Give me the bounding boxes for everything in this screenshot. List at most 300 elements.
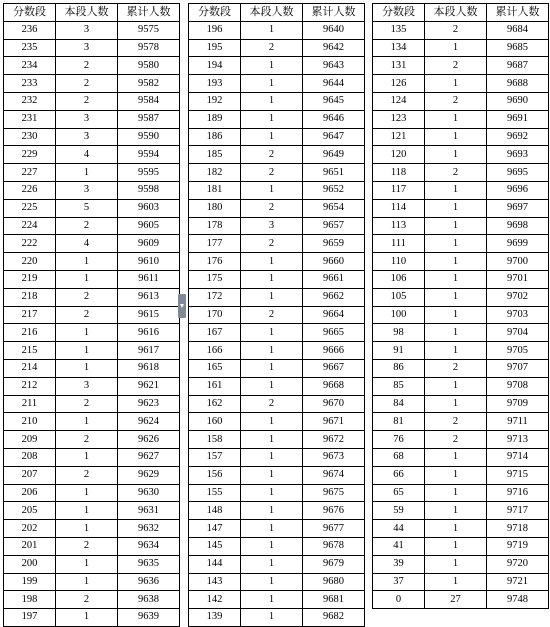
score-cell: 37: [373, 573, 425, 591]
score-cell: 189: [189, 110, 241, 128]
table-row: [4, 555, 180, 573]
count-cell: 1: [56, 359, 118, 377]
count-cell: 1: [425, 253, 487, 271]
table-row: [373, 181, 549, 199]
score-cell: 76: [373, 431, 425, 449]
count-cell: 1: [56, 484, 118, 502]
score-cell: 207: [4, 466, 56, 484]
score-cell: 202: [4, 520, 56, 538]
table-row: [4, 573, 180, 591]
count-cell: 4: [56, 235, 118, 253]
score-cell: 215: [4, 342, 56, 360]
table-row: [373, 164, 549, 182]
table-row: [4, 324, 180, 342]
table-row: [189, 288, 365, 306]
cumulative-cell: 9660: [303, 253, 365, 271]
cumulative-cell: 9678: [303, 537, 365, 555]
table-row: [189, 377, 365, 395]
count-cell: 1: [241, 253, 303, 271]
count-cell: 1: [425, 199, 487, 217]
table-row: [373, 75, 549, 93]
count-cell: 1: [241, 413, 303, 431]
table-row: [4, 431, 180, 449]
count-cell: 1: [241, 609, 303, 627]
cumulative-cell: 9748: [487, 591, 549, 609]
cumulative-cell: 9582: [118, 75, 180, 93]
cumulative-cell: 9720: [487, 555, 549, 573]
cumulative-cell: 9675: [303, 484, 365, 502]
score-cell: 105: [373, 288, 425, 306]
table-row: [4, 377, 180, 395]
cumulative-cell: 9698: [487, 217, 549, 235]
table-row: [373, 591, 549, 609]
score-table-3: [372, 3, 549, 609]
cumulative-cell: 9719: [487, 537, 549, 555]
score-cell: 185: [189, 146, 241, 164]
count-cell: 1: [425, 502, 487, 520]
score-cell: 186: [189, 128, 241, 146]
table-row: [189, 199, 365, 217]
table-row: [373, 395, 549, 413]
count-cell: 2: [56, 92, 118, 110]
score-cell: 65: [373, 484, 425, 502]
count-cell: 2: [241, 164, 303, 182]
table-row: [4, 609, 180, 627]
table-row: [189, 21, 365, 39]
table-row: [373, 466, 549, 484]
cumulative-cell: 9645: [303, 92, 365, 110]
score-cell: 111: [373, 235, 425, 253]
header-segment-count: 本段人数: [425, 4, 487, 22]
cumulative-cell: 9671: [303, 413, 365, 431]
table-row: [4, 413, 180, 431]
score-cell: 199: [4, 573, 56, 591]
count-cell: 2: [241, 306, 303, 324]
table-row: [4, 181, 180, 199]
cumulative-cell: 9632: [118, 520, 180, 538]
count-cell: 1: [425, 110, 487, 128]
cumulative-cell: 9680: [303, 573, 365, 591]
table-row: [373, 199, 549, 217]
score-cell: 172: [189, 288, 241, 306]
score-cell: 85: [373, 377, 425, 395]
score-cell: 217: [4, 306, 56, 324]
count-cell: 1: [425, 448, 487, 466]
count-cell: 1: [241, 377, 303, 395]
score-cell: 222: [4, 235, 56, 253]
table-row: [373, 537, 549, 555]
cumulative-cell: 9598: [118, 181, 180, 199]
table-row: [4, 306, 180, 324]
scroll-handle-icon[interactable]: [178, 294, 186, 318]
score-table-2: [188, 3, 365, 627]
count-cell: 1: [241, 75, 303, 93]
table-row: [189, 395, 365, 413]
cumulative-cell: 9626: [118, 431, 180, 449]
score-cell: 227: [4, 164, 56, 182]
score-cell: 224: [4, 217, 56, 235]
count-cell: 2: [56, 57, 118, 75]
count-cell: 1: [241, 520, 303, 538]
score-cell: 196: [189, 21, 241, 39]
cumulative-cell: 9590: [118, 128, 180, 146]
score-cell: 114: [373, 199, 425, 217]
count-cell: 1: [425, 395, 487, 413]
header-score-range: 分数段: [4, 4, 56, 22]
count-cell: 1: [425, 235, 487, 253]
cumulative-cell: 9657: [303, 217, 365, 235]
score-cell: 106: [373, 270, 425, 288]
table-row: [4, 39, 180, 57]
cumulative-cell: 9611: [118, 270, 180, 288]
count-cell: 3: [56, 21, 118, 39]
table-row: [373, 235, 549, 253]
score-cell: 158: [189, 431, 241, 449]
count-cell: 1: [425, 128, 487, 146]
count-cell: 1: [425, 555, 487, 573]
cumulative-cell: 9691: [487, 110, 549, 128]
table-row: [373, 288, 549, 306]
cumulative-cell: 9575: [118, 21, 180, 39]
count-cell: 1: [241, 57, 303, 75]
cumulative-cell: 9621: [118, 377, 180, 395]
count-cell: 2: [241, 395, 303, 413]
count-cell: 1: [425, 270, 487, 288]
table-row: [4, 484, 180, 502]
count-cell: 1: [241, 591, 303, 609]
table-row: [189, 413, 365, 431]
score-cell: 208: [4, 448, 56, 466]
cumulative-cell: 9651: [303, 164, 365, 182]
table-row: [189, 181, 365, 199]
cumulative-cell: 9627: [118, 448, 180, 466]
table-row: [189, 92, 365, 110]
table-row: [4, 502, 180, 520]
cumulative-cell: 9682: [303, 609, 365, 627]
score-cell: 162: [189, 395, 241, 413]
count-cell: 1: [56, 253, 118, 271]
table-row: [189, 39, 365, 57]
cumulative-cell: 9578: [118, 39, 180, 57]
cumulative-cell: 9643: [303, 57, 365, 75]
count-cell: 1: [241, 128, 303, 146]
table-body: [4, 21, 180, 626]
count-cell: 1: [56, 448, 118, 466]
cumulative-cell: 9703: [487, 306, 549, 324]
table-row: [189, 57, 365, 75]
table-row: [373, 502, 549, 520]
header-cumulative-count: 累计人数: [118, 4, 180, 22]
score-cell: 230: [4, 128, 56, 146]
cumulative-cell: 9623: [118, 395, 180, 413]
table-row: [189, 359, 365, 377]
count-cell: 2: [241, 235, 303, 253]
table-row: [4, 520, 180, 538]
score-cell: 143: [189, 573, 241, 591]
count-cell: 1: [56, 164, 118, 182]
count-cell: 1: [241, 92, 303, 110]
table-header-row: [373, 4, 549, 22]
count-cell: 1: [241, 431, 303, 449]
score-cell: 100: [373, 306, 425, 324]
cumulative-cell: 9695: [487, 164, 549, 182]
count-cell: 1: [241, 342, 303, 360]
table-row: [373, 359, 549, 377]
score-cell: 121: [373, 128, 425, 146]
table-row: [189, 466, 365, 484]
cumulative-cell: 9630: [118, 484, 180, 502]
table-row: [373, 110, 549, 128]
score-cell: 142: [189, 591, 241, 609]
cumulative-cell: 9652: [303, 181, 365, 199]
count-cell: 1: [241, 359, 303, 377]
table-row: [189, 146, 365, 164]
score-cell: 66: [373, 466, 425, 484]
score-cell: 170: [189, 306, 241, 324]
table-row: [189, 306, 365, 324]
table-row: [373, 342, 549, 360]
table-row: [189, 342, 365, 360]
table-row: [189, 235, 365, 253]
table-row: [189, 502, 365, 520]
cumulative-cell: 9617: [118, 342, 180, 360]
cumulative-cell: 9584: [118, 92, 180, 110]
count-cell: 1: [425, 377, 487, 395]
score-cell: 177: [189, 235, 241, 253]
score-cell: 231: [4, 110, 56, 128]
count-cell: 2: [56, 537, 118, 555]
count-cell: 1: [425, 288, 487, 306]
count-cell: 2: [56, 395, 118, 413]
score-cell: 131: [373, 57, 425, 75]
score-cell: 198: [4, 591, 56, 609]
score-cell: 176: [189, 253, 241, 271]
count-cell: 2: [425, 92, 487, 110]
count-cell: 1: [56, 573, 118, 591]
cumulative-cell: 9705: [487, 342, 549, 360]
table-row: [373, 431, 549, 449]
count-cell: 2: [425, 164, 487, 182]
cumulative-cell: 9687: [487, 57, 549, 75]
count-cell: 1: [425, 39, 487, 57]
cumulative-cell: 9715: [487, 466, 549, 484]
count-cell: 1: [56, 324, 118, 342]
score-cell: 0: [373, 591, 425, 609]
count-cell: 1: [241, 555, 303, 573]
score-cell: 178: [189, 217, 241, 235]
score-cell: 195: [189, 39, 241, 57]
score-cell: 220: [4, 253, 56, 271]
table-row: [189, 609, 365, 627]
cumulative-cell: 9646: [303, 110, 365, 128]
cumulative-cell: 9684: [487, 21, 549, 39]
table-row: [373, 555, 549, 573]
table-row: [4, 217, 180, 235]
table-row: [189, 591, 365, 609]
score-cell: 236: [4, 21, 56, 39]
score-cell: 194: [189, 57, 241, 75]
count-cell: 2: [425, 413, 487, 431]
table-row: [189, 164, 365, 182]
cumulative-cell: 9661: [303, 270, 365, 288]
cumulative-cell: 9711: [487, 413, 549, 431]
count-cell: 3: [56, 39, 118, 57]
table-row: [4, 110, 180, 128]
table-row: [189, 253, 365, 271]
table-row: [373, 324, 549, 342]
cumulative-cell: 9714: [487, 448, 549, 466]
count-cell: 4: [56, 146, 118, 164]
cumulative-cell: 9605: [118, 217, 180, 235]
score-cell: 59: [373, 502, 425, 520]
count-cell: 1: [241, 484, 303, 502]
score-cell: 134: [373, 39, 425, 57]
count-cell: 2: [56, 288, 118, 306]
count-cell: 1: [56, 520, 118, 538]
count-cell: 1: [241, 466, 303, 484]
cumulative-cell: 9718: [487, 520, 549, 538]
count-cell: 1: [425, 342, 487, 360]
score-cell: 206: [4, 484, 56, 502]
table-row: [4, 92, 180, 110]
score-cell: 175: [189, 270, 241, 288]
cumulative-cell: 9672: [303, 431, 365, 449]
cumulative-cell: 9681: [303, 591, 365, 609]
table-row: [373, 253, 549, 271]
table-row: [189, 270, 365, 288]
count-cell: 1: [56, 502, 118, 520]
count-cell: 1: [56, 413, 118, 431]
table-row: [189, 75, 365, 93]
table-row: [4, 359, 180, 377]
count-cell: 1: [56, 609, 118, 627]
table-row: [4, 253, 180, 271]
count-cell: 1: [56, 270, 118, 288]
score-cell: 113: [373, 217, 425, 235]
table-row: [4, 164, 180, 182]
score-cell: 98: [373, 324, 425, 342]
cumulative-cell: 9636: [118, 573, 180, 591]
table-header-row: [189, 4, 365, 22]
score-cell: 232: [4, 92, 56, 110]
cumulative-cell: 9690: [487, 92, 549, 110]
table-row: [373, 573, 549, 591]
cumulative-cell: 9697: [487, 199, 549, 217]
table-row: [4, 21, 180, 39]
table-row: [4, 288, 180, 306]
count-cell: 1: [241, 181, 303, 199]
cumulative-cell: 9642: [303, 39, 365, 57]
table-row: [4, 466, 180, 484]
count-cell: 1: [425, 573, 487, 591]
table-row: [189, 484, 365, 502]
cumulative-cell: 9640: [303, 21, 365, 39]
score-cell: 44: [373, 520, 425, 538]
cumulative-cell: 9603: [118, 199, 180, 217]
cumulative-cell: 9644: [303, 75, 365, 93]
cumulative-cell: 9639: [118, 609, 180, 627]
header-segment-count: 本段人数: [56, 4, 118, 22]
score-cell: 118: [373, 164, 425, 182]
table-row: [4, 395, 180, 413]
table-row: [189, 448, 365, 466]
table-row: [373, 92, 549, 110]
score-cell: 157: [189, 448, 241, 466]
table-row: [4, 591, 180, 609]
score-cell: 139: [189, 609, 241, 627]
cumulative-cell: 9701: [487, 270, 549, 288]
cumulative-cell: 9662: [303, 288, 365, 306]
score-cell: 216: [4, 324, 56, 342]
score-cell: 225: [4, 199, 56, 217]
score-cell: 226: [4, 181, 56, 199]
count-cell: 1: [425, 466, 487, 484]
cumulative-cell: 9668: [303, 377, 365, 395]
score-cell: 201: [4, 537, 56, 555]
score-cell: 235: [4, 39, 56, 57]
table-row: [4, 199, 180, 217]
score-cell: 211: [4, 395, 56, 413]
cumulative-cell: 9616: [118, 324, 180, 342]
count-cell: 1: [425, 537, 487, 555]
count-cell: 2: [56, 306, 118, 324]
count-cell: 1: [241, 324, 303, 342]
table-row: [373, 520, 549, 538]
score-cell: 123: [373, 110, 425, 128]
count-cell: 1: [425, 181, 487, 199]
score-cell: 126: [373, 75, 425, 93]
cumulative-cell: 9717: [487, 502, 549, 520]
count-cell: 5: [56, 199, 118, 217]
count-cell: 2: [425, 21, 487, 39]
header-score-range: 分数段: [189, 4, 241, 22]
cumulative-cell: 9649: [303, 146, 365, 164]
cumulative-cell: 9609: [118, 235, 180, 253]
table-row: [373, 413, 549, 431]
cumulative-cell: 9700: [487, 253, 549, 271]
cumulative-cell: 9635: [118, 555, 180, 573]
score-cell: 180: [189, 199, 241, 217]
count-cell: 1: [425, 306, 487, 324]
cumulative-cell: 9667: [303, 359, 365, 377]
cumulative-cell: 9587: [118, 110, 180, 128]
score-cell: 234: [4, 57, 56, 75]
cumulative-cell: 9688: [487, 75, 549, 93]
count-cell: 2: [241, 199, 303, 217]
table-body: [189, 21, 365, 626]
table-row: [4, 75, 180, 93]
cumulative-cell: 9631: [118, 502, 180, 520]
cumulative-cell: 9676: [303, 502, 365, 520]
cumulative-cell: 9618: [118, 359, 180, 377]
count-cell: 1: [241, 537, 303, 555]
count-cell: 3: [56, 110, 118, 128]
score-cell: 148: [189, 502, 241, 520]
score-cell: 212: [4, 377, 56, 395]
score-cell: 110: [373, 253, 425, 271]
cumulative-cell: 9699: [487, 235, 549, 253]
count-cell: 2: [425, 57, 487, 75]
table-row: [4, 235, 180, 253]
cumulative-cell: 9647: [303, 128, 365, 146]
score-cell: 209: [4, 431, 56, 449]
score-cell: 214: [4, 359, 56, 377]
table-row: [373, 306, 549, 324]
cumulative-cell: 9613: [118, 288, 180, 306]
score-cell: 200: [4, 555, 56, 573]
cumulative-cell: 9666: [303, 342, 365, 360]
count-cell: 2: [56, 466, 118, 484]
